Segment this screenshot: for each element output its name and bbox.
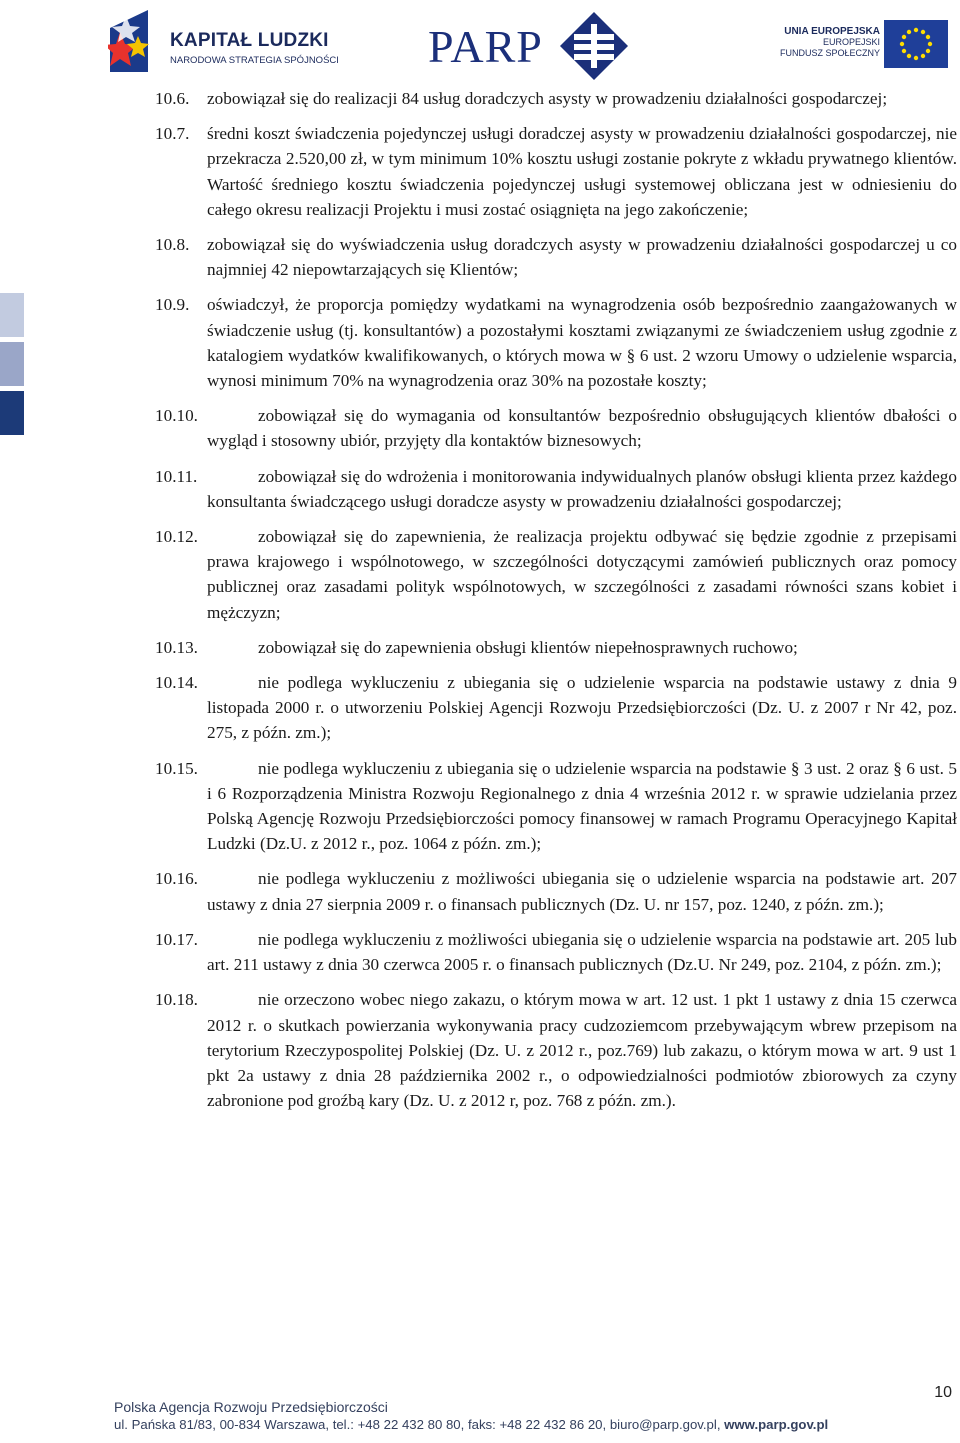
- footer-website-link[interactable]: www.parp.gov.pl: [724, 1417, 829, 1432]
- list-item-number: 10.6.: [155, 89, 190, 108]
- list-item: [155, 86, 957, 111]
- list-item-number: 10.18.: [155, 990, 198, 1010]
- list-item: [155, 635, 957, 660]
- list-item-number: 10.11.: [155, 466, 198, 486]
- list-item-text: zobowiązał się do wymagania od konsultantów bezpośrednio obsługujących klientów dbałości o wygląd i stosowny ubiór, przyjęty dla kontaktów biznesowych;: [207, 406, 957, 451]
- list-item-number: 10.8.: [155, 235, 190, 255]
- list-item: [155, 866, 957, 916]
- list-item: [155, 121, 957, 222]
- list-item: [155, 292, 957, 393]
- eu-logo: [768, 20, 948, 75]
- list-item-number: 10.13.: [155, 637, 198, 657]
- list-item-number: 10.9.: [155, 295, 190, 315]
- parp-diamond-icon: [558, 10, 630, 82]
- eu-logo-line3: FUNDUSZ SPOŁECZNY: [779, 48, 880, 58]
- list-item-number: 10.7.: [155, 124, 190, 144]
- list-item-text: nie orzeczono wobec niego zakazu, o którym mowa w art. 12 ust. 1 pkt 1 ustawy z dnia 15 czerwca 2012 r. o skutkach powierzania wykonywania pracy cudzoziemcom przebywającym wbrew przepisom na terytorium Rzeczypospolitej Polskiej (Dz. U. z 2012 r., poz.769) lub zakazu, o którym mowa w art. 9 ust 1 pkt 2a ustawy z dnia 28 października 2002 r., o odpowiedzialności podmiotów zbiorowych za czyny zabronione pod groźbą kary (Dz. U. z 2012 r, poz. 768 z późn. zm.).: [207, 990, 957, 1111]
- list-item-number: 10.10.: [155, 406, 198, 426]
- kapital-ludzki-subtitle: NARODOWA STRATEGIA SPÓJNOŚCI: [170, 55, 339, 66]
- list-item: [155, 524, 957, 625]
- parp-logo-text: PARP: [428, 21, 543, 72]
- list-item: [155, 232, 957, 282]
- kapital-ludzki-star-icon: [108, 10, 160, 72]
- side-decoration-light: [0, 293, 24, 337]
- list-item-text: zobowiązał się do wyświadczenia usług doradczych asysty w prowadzeniu działalności gospodarczej u co najmniej 42 niepowtarzających się Klientów;: [207, 235, 957, 280]
- list-item: [155, 464, 957, 514]
- eu-logo-line2: EUROPEJSKI: [822, 37, 880, 47]
- list-item: [155, 987, 957, 1113]
- list-item-text: zobowiązał się do realizacji 84 usług doradczych asysty w prowadzeniu działalności gospodarczej;: [207, 89, 888, 108]
- list-item-text: nie podlega wykluczeniu z możliwości ubiegania się o udzielenie wsparcia na podstawie art. 205 lub art. 211 ustawy z dnia 30 czerwca 2005 r. o finansach publicznych (Dz.U. Nr 249, poz. 2104, z późn. zm.);: [207, 929, 957, 975]
- page-number: 10: [934, 1384, 952, 1401]
- side-decoration-medium: [0, 342, 24, 386]
- list-item-text: zobowiązał się do zapewnienia, że realizacja projektu odbywać się będzie zgodnie z przepisami prawa krajowego i wspólnotowego, w szczególności dotyczącymi zamówień publicznych oraz pomocy publicznej oraz zasadami polityk wspólnotowych, w szczególności z zasadami równości szans kobiet i mężczyzn;: [207, 527, 957, 622]
- list-item: [155, 756, 957, 857]
- eu-logo-line1: UNIA EUROPEJSKA: [784, 26, 880, 37]
- footer-org-name: Polska Agencja Rozwoju Przedsiębiorczości: [114, 1399, 388, 1415]
- kapital-ludzki-logo: [108, 10, 338, 72]
- list-item: [155, 670, 957, 746]
- list-item-number: 10.12.: [155, 527, 198, 547]
- list-item: [155, 403, 957, 453]
- parp-logo: [428, 10, 638, 82]
- footer-address: ul. Pańska 81/83, 00-834 Warszawa, tel.: +48 22 432 80 80, faks: +48 22 432 86 20, biuro@parp.gov.pl,: [114, 1417, 725, 1432]
- side-decoration-dark: [0, 391, 24, 435]
- list-item-text: nie podlega wykluczeniu z ubiegania się o udzielenie wsparcia na podstawie § 3 ust. 2 oraz § 6 ust. 5 i 6 Rozporządzenia Ministra Rozwoju Regionalnego z dnia 4 września 2012 r. w sprawie udzielania przez Polską Agencję Rozwoju Przedsiębiorczości pomocy finansowej w ramach Programu Operacyjnego Kapitał Ludzki (Dz.U. z 2012 r., poz. 1064 z późn. zm.);: [207, 758, 957, 854]
- list-item-text: oświadczył, że proporcja pomiędzy wydatkami na wynagrodzenia osób bezpośrednio zaangażowanych w świadczenie usług (tj. konsultantów) a pozostałymi kosztami związanymi ze świadczeniem usług zgodnie z katalogiem wydatków kwalifikowanych, o których mowa w § 6 ust. 2 wzoru Umowy o udzielenie wsparcia, wynosi minimum 70% na wynagrodzenia oraz 30% na pozostałe koszty;: [207, 295, 957, 391]
- list-item-text: zobowiązał się do wdrożenia i monitorowania indywidualnych planów obsługi klienta przez każdego konsultanta świadczącego usługi doradcze asysty w prowadzeniu działalności gospodarczej;: [207, 466, 957, 511]
- list-item-text: nie podlega wykluczeniu z ubiegania się o udzielenie wsparcia na podstawie ustawy z dnia 9 listopada 2000 r. o utworzeniu Polskiej Agencji Rozwoju Przedsiębiorczości (Dz. U. z 2007 r Nr 42, poz. 275, z późn. zm.);: [207, 673, 957, 743]
- kapital-ludzki-title: KAPITAŁ LUDZKI: [170, 30, 329, 51]
- document-body: [155, 86, 957, 1123]
- list-item-number: 10.17.: [155, 929, 198, 949]
- list-item: [155, 927, 957, 977]
- list-item-text: średni koszt świadczenia pojedynczej usługi doradczej asysty w prowadzeniu działalności gospodarczej, nie przekracza 2.520,00 zł, w tym minimum 10% kosztu usługi zostanie pokryte z wkładu prywatnego klientów. Wartość średniego kosztu świadczenia pojedynczej usługi systemowej obliczana jest w odniesieniu do całego okresu realizacji Projektu i musi zostać osiągnięta na jego zakończenie;: [207, 124, 957, 219]
- eu-logo-text: [780, 26, 880, 59]
- eu-flag-icon: [884, 20, 948, 68]
- list-item-number: 10.14.: [155, 673, 198, 693]
- list-item-text: nie podlega wykluczeniu z możliwości ubiegania się o udzielenie wsparcia na podstawie art. 207 ustawy z dnia 27 sierpnia 2009 r. o finansach publicznych (Dz. U. nr 157, poz. 1240, z późn. zm.);: [207, 869, 957, 914]
- list-item-number: 10.15.: [155, 758, 198, 778]
- page-footer: [114, 1398, 828, 1434]
- footer-address-line: [114, 1416, 828, 1434]
- list-item-text: zobowiązał się do zapewnienia obsługi klientów niepełnosprawnych ruchowo;: [258, 637, 798, 657]
- list-item-number: 10.16.: [155, 869, 198, 889]
- page-header: [0, 0, 960, 86]
